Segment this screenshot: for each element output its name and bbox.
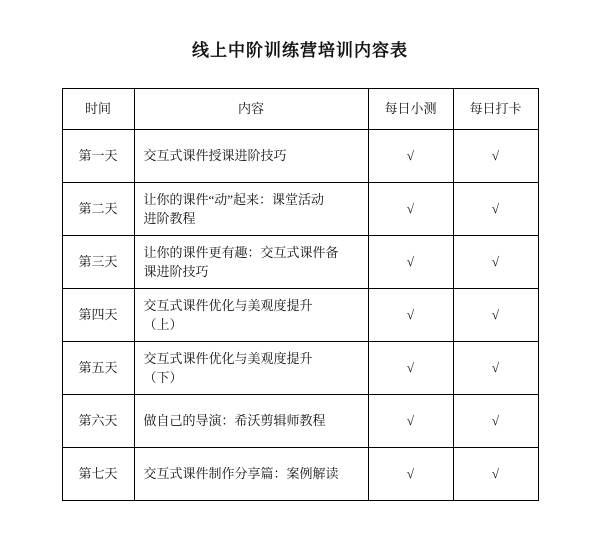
cell-day: 第七天 [62,448,134,501]
cell-day: 第四天 [62,289,134,342]
column-header-content: 内容 [134,89,368,130]
cell-content [134,395,368,448]
cell-quiz-check [368,236,453,289]
table-header-row [62,89,538,130]
cell-checkin-check [453,289,538,342]
check-icon: √ [491,201,500,217]
check-icon: √ [406,466,415,482]
cell-day: 第六天 [62,395,134,448]
table-row [62,448,538,501]
cell-day: 第一天 [62,130,134,183]
table-row [62,289,538,342]
cell-checkin-check [453,183,538,236]
content-line: 交互式课件优化与美观度提升 [143,297,313,313]
cell-content [134,448,368,501]
table-row [62,236,538,289]
content-line: 课进阶技巧 [143,264,209,279]
check-icon: √ [491,254,500,270]
schedule-table [62,88,539,501]
cell-quiz-check [368,289,453,342]
check-icon: √ [406,413,415,429]
table-row [62,183,538,236]
cell-quiz-check [368,395,453,448]
content-line: 做自己的导演：希沃剪辑师教程 [143,413,326,429]
column-header-day: 时间 [62,89,134,130]
cell-day: 第三天 [62,236,134,289]
table-header [62,89,538,130]
cell-quiz-check [368,448,453,501]
cell-content [134,236,368,289]
check-icon: √ [491,360,500,376]
content-line: 让你的课件“动”起来：课堂活动 [143,191,325,207]
content-line: 交互式课件授课进阶技巧 [143,148,287,164]
content-line: 进阶教程 [143,211,196,226]
check-icon: √ [406,360,415,376]
column-header-checkin: 每日打卡 [453,89,538,130]
page-title: 线上中阶训练营培训内容表 [192,41,408,60]
document-page [0,36,600,535]
check-icon: √ [491,307,500,323]
cell-quiz-check [368,342,453,395]
table-row [62,395,538,448]
table-body [62,130,538,501]
content-line: 交互式课件制作分享篇：案例解读 [143,466,339,482]
cell-day: 第二天 [62,183,134,236]
check-icon: √ [491,413,500,429]
cell-checkin-check [453,448,538,501]
check-icon: √ [491,148,500,164]
check-icon: √ [406,201,415,217]
cell-content [134,183,368,236]
check-icon: √ [406,307,415,323]
content-line: （下） [143,370,183,385]
cell-day: 第五天 [62,342,134,395]
schedule-table-container [0,88,600,501]
cell-checkin-check [453,342,538,395]
check-icon: √ [406,148,415,164]
content-line: 让你的课件更有趣：交互式课件备 [143,244,339,260]
column-header-quiz: 每日小测 [368,89,453,130]
content-line: （上） [143,317,183,332]
cell-checkin-check [453,236,538,289]
cell-quiz-check [368,130,453,183]
check-icon: √ [406,254,415,270]
cell-checkin-check [453,395,538,448]
check-icon: √ [491,466,500,482]
cell-content [134,289,368,342]
cell-content [134,342,368,395]
table-row [62,130,538,183]
cell-content [134,130,368,183]
table-row [62,342,538,395]
cell-quiz-check [368,183,453,236]
cell-checkin-check [453,130,538,183]
content-line: 交互式课件优化与美观度提升 [143,350,313,366]
